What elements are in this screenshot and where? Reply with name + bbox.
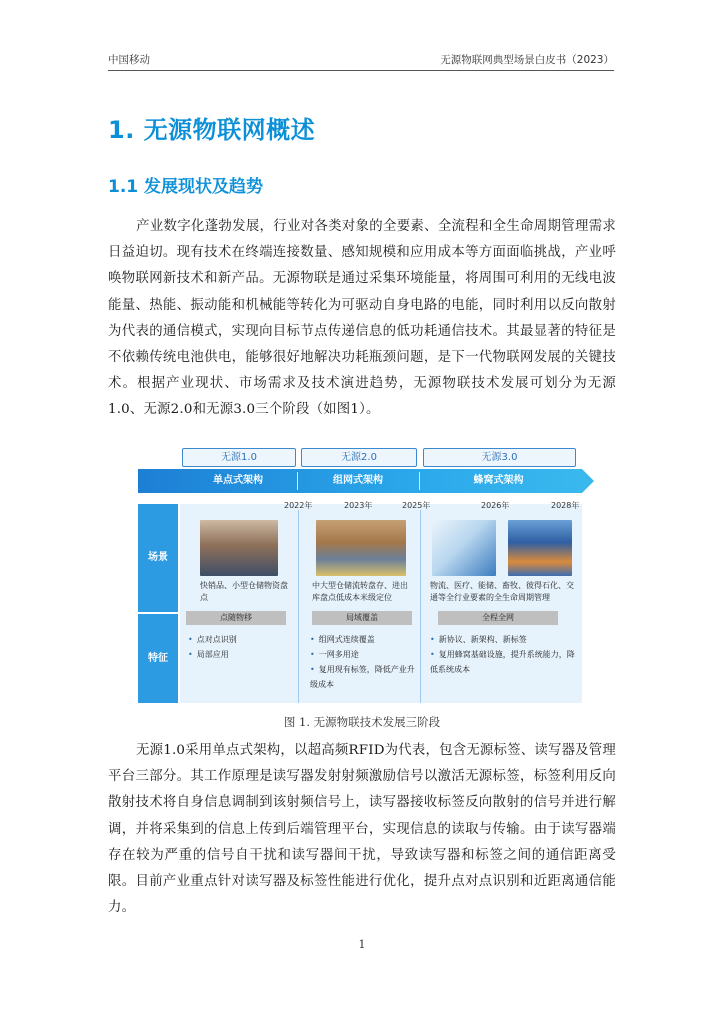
header-divider	[108, 70, 614, 71]
chapter-title: 1. 无源物联网概述	[108, 116, 316, 144]
scene-text-3: 物流、医疗、能储、畜牧、彼得石化、交通等全行业要素的全生命周期管理	[430, 581, 574, 602]
architecture-label-1: 单点式架构	[213, 475, 263, 486]
stage-tab-2: 无源2.0	[301, 448, 417, 467]
year-label: 2026年	[481, 501, 510, 510]
figure-caption: 图 1. 无源物联技术发展三阶段	[283, 715, 441, 729]
feature-item: • 组网式连续覆盖	[310, 632, 416, 647]
feature-item: • 复用现有标签，降低产业升级成本	[310, 662, 416, 692]
header-left-text: 中国移动	[108, 54, 150, 66]
section-title: 1.1 发展现状及趋势	[108, 177, 264, 197]
year-label: 2025年	[402, 501, 431, 510]
logistics-image	[432, 520, 496, 576]
feature-list-1	[188, 632, 292, 662]
band-divider	[297, 472, 298, 490]
body-paragraph-2	[108, 738, 616, 921]
page-number: 1	[358, 938, 366, 951]
feature-item: • 局部应用	[188, 647, 292, 662]
row-label-scene: 场景	[138, 504, 178, 612]
header-right-text: 无源物联网典型场景白皮书（2023）	[440, 54, 614, 66]
feature-item: • 一网多用途	[310, 647, 416, 662]
coverage-tag-2: 局域覆盖	[312, 611, 412, 625]
year-label: 2028年	[551, 501, 580, 510]
band-divider	[419, 472, 420, 490]
feature-item: • 复用蜂窝基础设施，提升系统能力，降低系统成本	[430, 647, 576, 677]
paragraph-2-text: 无源1.0采用单点式架构，以超高频RFID为代表，包含无源标签、读写器及管理平台三部分。其工作原理是读写器发射射频激励信号以激活无源标签，标签利用反向散射技术将自身信息调制到该射频信号上，读写器接收标签反向散射的信号并进行解调，并将采集到的信息上传到后端管理平台，实现信息的读取与传输。由于读写器端存在较为严重的信号自干扰和读写器间干扰，导致读写器和标签之间的通信距离受限。目前产业重点针对读写器及标签性能进行优化，提升点对点识别和近距离通信能力。	[108, 743, 616, 916]
clothing-store-image	[200, 520, 278, 576]
feature-list-3	[430, 632, 576, 677]
column-divider	[298, 510, 299, 703]
band-arrow	[582, 469, 594, 493]
stage-tab-1: 无源1.0	[182, 448, 296, 467]
storage-racks-image	[508, 520, 572, 576]
scene-text-2: 中大型仓储流转盘存、进出库盘点低成本米级定位	[312, 581, 408, 602]
coverage-tag-3: 全程全网	[438, 611, 558, 625]
architecture-band	[138, 469, 582, 493]
scene-text-1: 快销品、小型仓储物资盘点	[200, 581, 288, 602]
feature-list-2	[310, 632, 416, 692]
row-label-feature: 特征	[138, 614, 178, 703]
body-paragraph-1	[108, 214, 616, 424]
year-label: 2023年	[344, 501, 373, 510]
coverage-tag-1: 点随物移	[186, 611, 286, 625]
architecture-label-2: 组网式架构	[333, 475, 383, 486]
feature-item: • 点对点识别	[188, 632, 292, 647]
figure-stages	[138, 448, 586, 703]
page-header	[108, 52, 614, 70]
year-label: 2022年	[284, 501, 313, 510]
architecture-label-3: 蜂窝式架构	[473, 475, 524, 486]
feature-item: • 新协议、新架构、新标签	[430, 632, 576, 647]
paragraph-1-text: 产业数字化蓬勃发展，行业对各类对象的全要素、全流程和全生命周期管理需求日益迫切。现有技术在终端连接数量、感知规模和应用成本等方面面临挑战，产业呼唤物联网新技术和新产品。无源物联是通过采集环境能量，将周围可利用的无线电波能量、热能、振动能和机械能等转化为可驱动自身电路的电能，同时利用以反向散射为代表的通信模式，实现向目标节点传递信息的低功耗通信技术。其最显著的特征是不依赖传统电池供电，能够很好地解决功耗瓶颈问题，是下一代物联网发展的关键技术。根据产业现状、市场需求及技术演进趋势，无源物联技术发展可划分为无源1.0、无源2.0和无源3.0三个阶段（如图1）。	[108, 219, 616, 418]
warehouse-image	[316, 520, 406, 576]
column-divider	[420, 510, 421, 703]
stage-tab-3: 无源3.0	[423, 448, 576, 467]
